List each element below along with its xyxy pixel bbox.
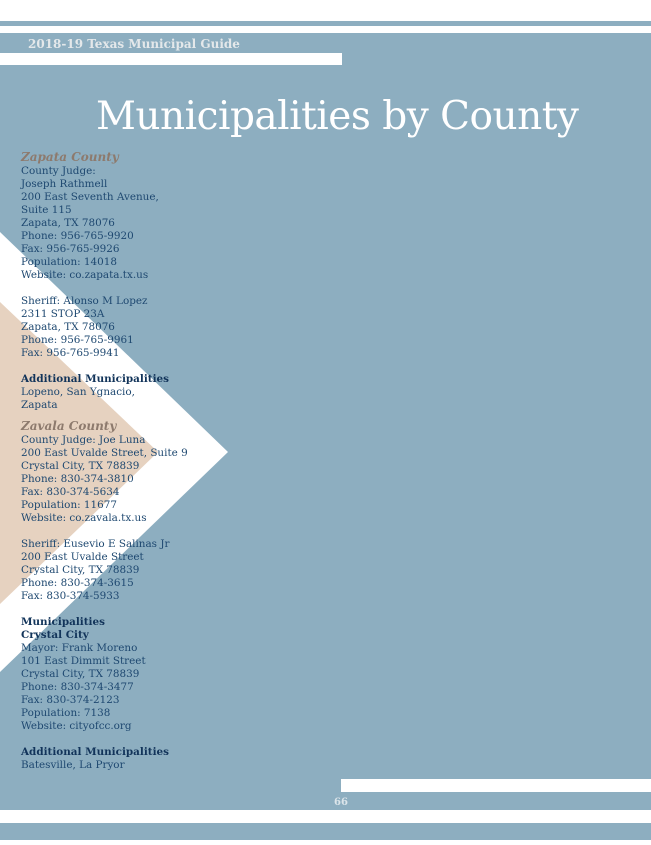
county-name: Zapata County bbox=[21, 150, 119, 164]
info-line: Fax: 956-765-9926 bbox=[21, 243, 120, 255]
info-line: Zapata, TX 78076 bbox=[21, 217, 115, 229]
info-line: County Judge: Joe Luna bbox=[21, 434, 146, 446]
municipalities-heading: Municipalities bbox=[21, 616, 105, 628]
info-line: Population: 14018 bbox=[21, 256, 117, 268]
county-listings bbox=[21, 150, 221, 772]
spacer bbox=[21, 412, 221, 419]
info-line: Crystal City, TX 78839 bbox=[21, 564, 140, 576]
county-judge-block bbox=[21, 434, 221, 525]
additional-municipalities-heading: Additional Municipalities bbox=[21, 373, 170, 385]
info-line: Lopeno, San Ygnacio, bbox=[21, 386, 135, 398]
info-line: 200 East Uvalde Street bbox=[21, 551, 144, 563]
info-line: Phone: 956-765-9920 bbox=[21, 230, 134, 242]
info-line: Website: co.zapata.tx.us bbox=[21, 269, 149, 281]
info-line: Population: 11677 bbox=[21, 499, 117, 511]
info-line: Phone: 830-374-3810 bbox=[21, 473, 134, 485]
info-line: Suite 115 bbox=[21, 204, 72, 216]
spacer bbox=[21, 733, 221, 746]
sheriff-block bbox=[21, 538, 221, 603]
info-line: County Judge: bbox=[21, 165, 96, 177]
info-line: Phone: 956-765-9961 bbox=[21, 334, 134, 346]
info-line: Batesville, La Pryor bbox=[21, 759, 125, 771]
info-line: 2311 STOP 23A bbox=[21, 308, 105, 320]
info-line: Crystal City, TX 78839 bbox=[21, 460, 140, 472]
info-line: Zapata, TX 78076 bbox=[21, 321, 115, 333]
info-line: Fax: 830-374-5933 bbox=[21, 590, 120, 602]
info-line: Zapata bbox=[21, 399, 58, 411]
info-line: Fax: 830-374-2123 bbox=[21, 694, 120, 706]
info-line: Website: co.zavala.tx.us bbox=[21, 512, 147, 524]
info-line: Sheriff: Eusevio E Salinas Jr bbox=[21, 538, 170, 550]
spacer bbox=[21, 282, 221, 295]
spacer bbox=[21, 525, 221, 538]
info-line: Fax: 830-374-5634 bbox=[21, 486, 120, 498]
info-line: 200 East Uvalde Street, Suite 9 bbox=[21, 447, 188, 459]
info-line: Phone: 830-374-3615 bbox=[21, 577, 134, 589]
info-line: Fax: 956-765-9941 bbox=[21, 347, 120, 359]
info-line: Sheriff: Alonso M Lopez bbox=[21, 295, 148, 307]
spacer bbox=[21, 360, 221, 373]
city-block bbox=[21, 642, 221, 733]
city-name: Crystal City bbox=[21, 629, 89, 641]
info-line: Crystal City, TX 78839 bbox=[21, 668, 140, 680]
county-name: Zavala County bbox=[21, 419, 117, 433]
info-line: Mayor: Frank Moreno bbox=[21, 642, 138, 654]
page-number: 66 bbox=[334, 797, 348, 808]
info-line: Population: 7138 bbox=[21, 707, 111, 719]
info-line: Phone: 830-374-3477 bbox=[21, 681, 134, 693]
sheriff-block bbox=[21, 295, 221, 360]
guide-title: 2018-19 Texas Municipal Guide bbox=[28, 37, 240, 51]
info-line: 200 East Seventh Avenue, bbox=[21, 191, 159, 203]
info-line: Joseph Rathmell bbox=[21, 178, 108, 190]
additional-municipalities-heading: Additional Municipalities bbox=[21, 746, 170, 758]
county-judge-block bbox=[21, 165, 221, 282]
spacer bbox=[21, 603, 221, 616]
info-line: Website: cityofcc.org bbox=[21, 720, 132, 732]
info-line: 101 East Dimmit Street bbox=[21, 655, 146, 667]
page-title: Municipalities by County bbox=[96, 94, 579, 139]
